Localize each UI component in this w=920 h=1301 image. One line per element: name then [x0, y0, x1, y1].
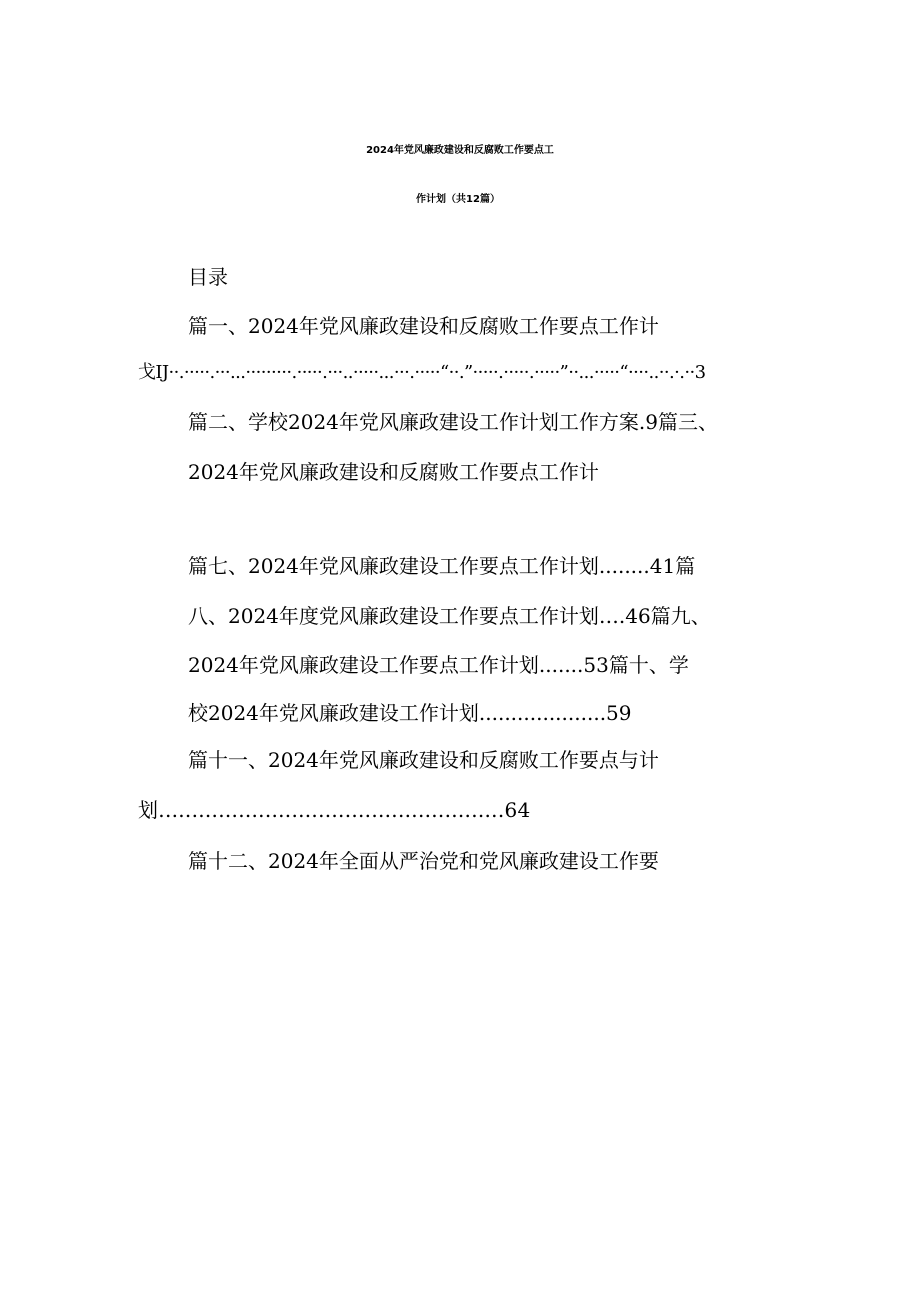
toc-line: 戈IJ··.·····.···...·········.·····.···..·····...···.·····“··.”·····.·····.·····”··...·····“····..··.·.··3 [138, 362, 706, 383]
toc-line: 八、2024年度党风廉政建设工作要点工作计划….46篇九、 [188, 604, 711, 628]
toc-line: 篇一、2024年党风廉政建设和反腐败工作要点工作计 [188, 314, 659, 338]
document-title-line-2: 作计划（共12篇） [416, 194, 500, 205]
toc-line: 篇二、学校2024年党风廉政建设工作计划工作方案.9篇三、 [188, 410, 718, 434]
toc-line: 篇十一、2024年党风廉政建设和反腐败工作要点与计 [188, 748, 659, 772]
toc-line: 划....................................................64 [138, 798, 531, 822]
toc-line: 篇七、2024年党风廉政建设工作要点工作计划........41篇 [188, 554, 696, 578]
toc-line: 篇十二、2024年全面从严治党和党风廉政建设工作要 [188, 849, 659, 873]
document-title-line-1: 2024年党风廉政建设和反腐败工作要点工 [366, 145, 554, 156]
toc-line: 2024年党风廉政建设和反腐败工作要点工作计 [188, 460, 599, 484]
toc-line: 2024年党风廉政建设工作要点工作计划.......53篇十、学 [188, 653, 689, 677]
toc-heading: 目录 [188, 265, 228, 289]
toc-line: 校2024年党风廉政建设工作计划....................59 [188, 701, 632, 725]
